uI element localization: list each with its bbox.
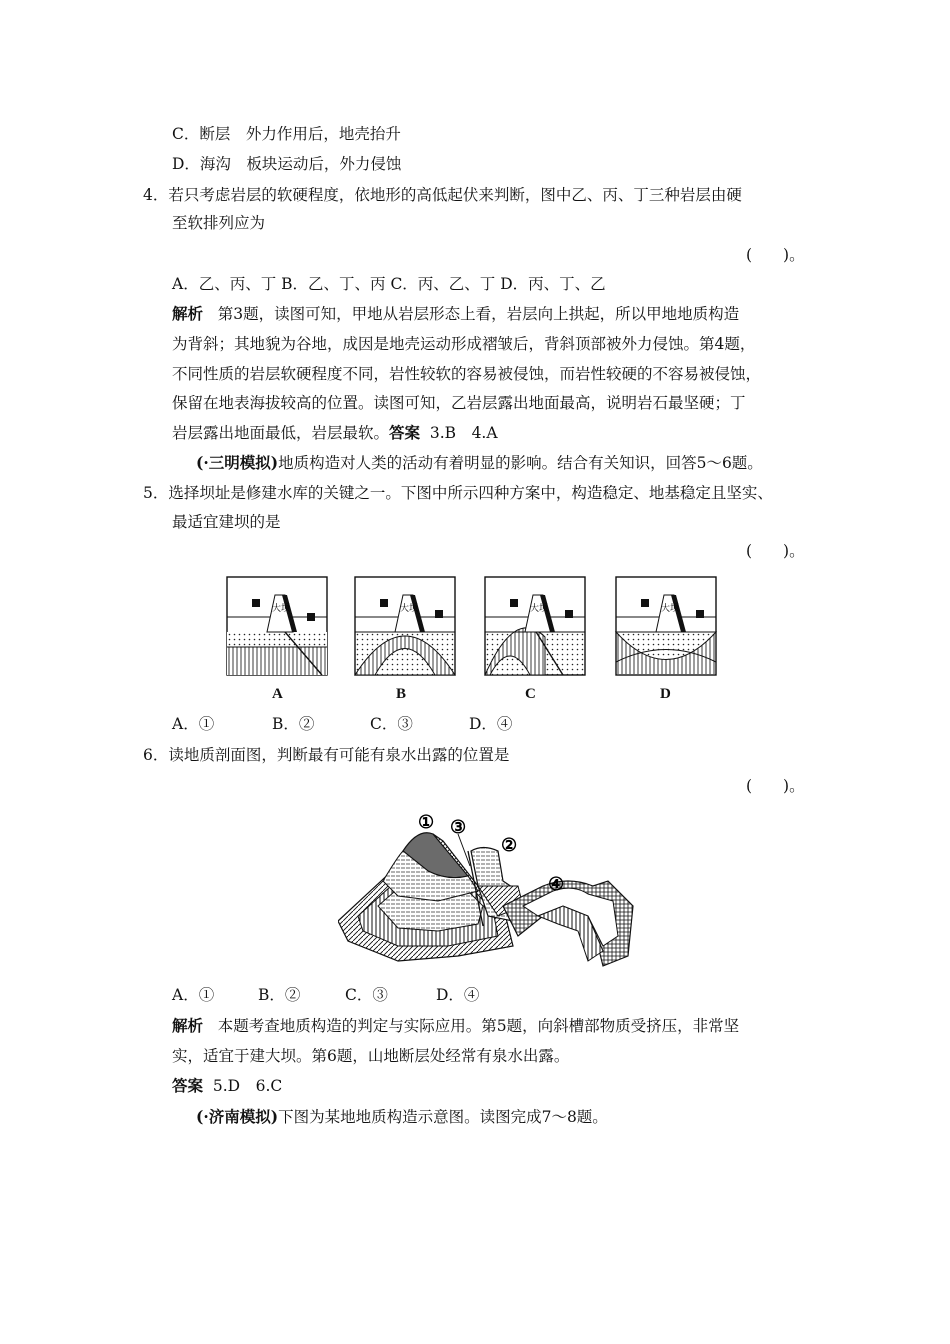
dam-panel-d (616, 577, 716, 675)
dam-panel-label-a: A (272, 686, 283, 702)
analysis-1-line3: 不同性质的岩层软硬程度不同，岩性较软的容易被侵蚀，而岩性较硬的不容易被侵蚀， (172, 365, 762, 383)
dam-label: 大坝 (530, 604, 549, 614)
q4-stem-line1: 4．若只考虑岩层的软硬程度，依地形的高低起伏来判断，图中乙、丙、丁三种岩层由硬 (143, 186, 742, 204)
source-label: (·三明模拟) (196, 453, 279, 472)
answer-label: 答案 (389, 423, 421, 442)
dam-options-figure (220, 574, 730, 684)
q5-option-b: B．② (272, 715, 315, 733)
dam-panel-label-c: C (525, 686, 536, 702)
analysis-text: 本题考查地质构造的判定与实际应用。第5题，向斜槽部物质受挤压，非常坚 (217, 1017, 740, 1035)
analysis-1-line1 (172, 304, 739, 324)
q6-option-a: A．① (172, 986, 215, 1004)
dam-label: 大坝 (661, 604, 680, 614)
q6-option-b: B．② (258, 986, 301, 1004)
q5-answer-paren: ( )。 (746, 542, 805, 560)
answer-text: 3.B 4.A (429, 424, 498, 442)
q3-option-d: D．海沟 板块运动后，外力侵蚀 (172, 155, 402, 173)
q5-stem-line1: 5．选择坝址是修建水库的关键之一。下图中所示四种方案中，构造稳定、地基稳定且坚实、 (143, 484, 773, 502)
marker-2: ② (501, 835, 518, 856)
q5-option-a: A．① (172, 715, 215, 733)
q5-option-c: C．③ (370, 715, 413, 733)
dam-panel-label-b: B (396, 686, 407, 702)
q4-stem-line2: 至软排列应为 (172, 214, 266, 232)
q3-option-c: C．断层 外力作用后，地壳抬升 (172, 125, 401, 143)
q5-option-d: D．④ (469, 715, 513, 733)
answer-2-line (172, 1076, 282, 1096)
analysis-label: 解析 (172, 1016, 204, 1035)
q4-answer-paren: ( )。 (746, 246, 805, 264)
marker-1: ① (418, 812, 435, 833)
dam-label: 大坝 (400, 604, 419, 614)
q5-stem-line2: 最适宜建坝的是 (172, 513, 281, 531)
jinan-intro (196, 1107, 608, 1127)
q6-stem: 6．读地质剖面图，判断最有可能有泉水出露的位置是 (143, 746, 510, 764)
dam-panel-a (227, 577, 327, 675)
analysis-1-line4: 保留在地表海拔较高的位置。读图可知，乙岩层露出地面最高，说明岩石最坚硬；丁 (172, 394, 746, 412)
dam-panel-c (485, 577, 585, 675)
q6-answer-paren: ( )。 (746, 777, 805, 795)
analysis-1-line2: 为背斜；其地貌为谷地，成因是地壳运动形成褶皱后，背斜顶部被外力侵蚀。第4题， (172, 335, 756, 353)
sanming-intro (196, 453, 763, 473)
marker-4: ④ (548, 874, 565, 895)
analysis-text: 岩层露出地面最低，岩层最软。 (172, 424, 390, 442)
dam-panel-b (355, 577, 455, 675)
analysis-text: 第3题，读图可知，甲地从岩层形态上看，岩层向上拱起，所以甲地地质构造 (217, 305, 740, 323)
source-label: (·济南模拟) (196, 1107, 279, 1126)
intro-text: 下图为某地地质构造示意图。读图完成7～8题。 (278, 1108, 608, 1126)
dam-label: 大坝 (272, 604, 291, 614)
answer-text: 5.D 6.C (212, 1077, 283, 1095)
q6-option-c: C．③ (345, 986, 388, 1004)
answer-label: 答案 (172, 1076, 204, 1095)
geologic-profile-figure (338, 806, 648, 976)
analysis-2-line2: 实，适宜于建大坝。第6题，山地断层处经常有泉水出露。 (172, 1047, 570, 1065)
q4-options: A．乙、丙、丁 B．乙、丁、丙 C．丙、乙、丁 D．丙、丁、乙 (172, 275, 606, 293)
marker-3: ③ (450, 817, 467, 838)
dam-panel-label-d: D (660, 686, 671, 702)
q6-option-d: D．④ (436, 986, 480, 1004)
intro-text: 地质构造对人类的活动有着明显的影响。结合有关知识，回答5～6题。 (278, 454, 763, 472)
analysis-2-line1 (172, 1016, 739, 1036)
analysis-label: 解析 (172, 304, 204, 323)
analysis-1-line5 (172, 423, 498, 443)
